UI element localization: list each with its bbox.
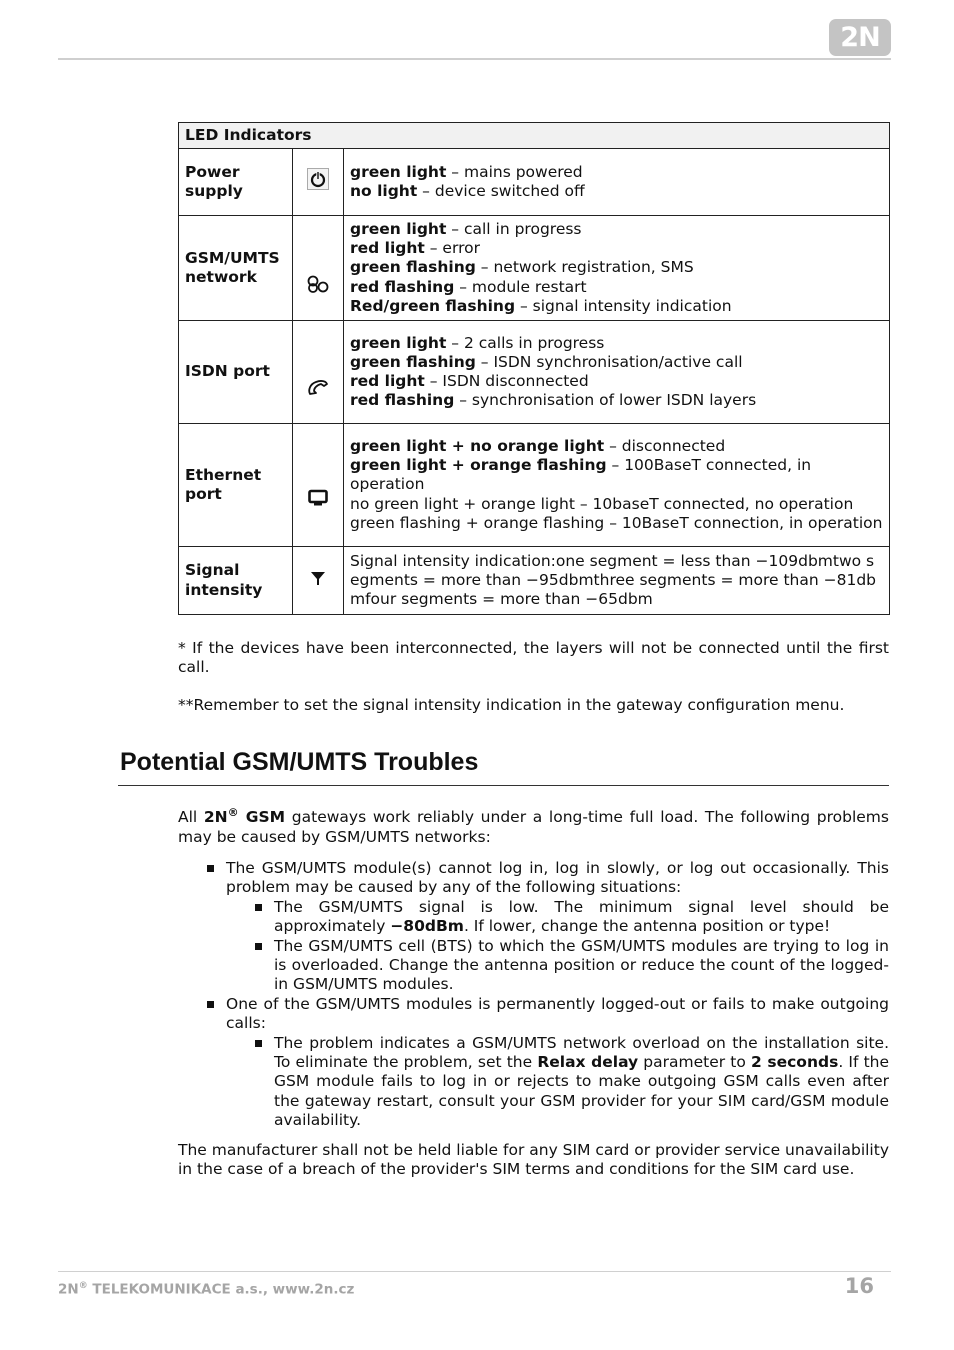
table-caption-row xyxy=(179,123,890,149)
list-item: The GSM/UMTS signal is low. The minimum signal level should be approximately −80dBm. If lower, change the antenna position or type! xyxy=(274,897,889,936)
table-row xyxy=(179,424,890,547)
power-icon xyxy=(293,149,344,216)
isdn-phone-icon xyxy=(293,321,344,424)
footnote-interconnection: * If the devices have been interconnected, the layers will not be connected until the first call. xyxy=(178,639,889,677)
list-item: One of the GSM/UMTS modules is permanently logged-out or fails to make outgoing calls: The problem indicates a GSM/UMTS network overload on the installation site. To eliminate the problem, set the Relax delay parameter to 2 seconds. If the GSM module fails to log in or rejects to make outgoing GSM calls even after the gateway restart, consult your GSM provider for your SIM card/GSM module availability. xyxy=(226,994,890,1130)
section-heading: Potential GSM/UMTS Troubles xyxy=(120,748,479,776)
indicator-description: green light – mains powered no light – device switched off xyxy=(344,149,890,216)
indicator-name: Power supply xyxy=(179,149,293,216)
sub-list xyxy=(226,898,889,995)
gsm-network-icon xyxy=(293,216,344,321)
led-indicators-table xyxy=(178,122,890,615)
header-divider xyxy=(58,58,891,60)
company-logo: 2N xyxy=(829,19,891,56)
footer-divider xyxy=(58,1271,891,1272)
liability-disclaimer: The manufacturer shall not be held liable for any SIM card or provider service unavailability in the case of a breach of the provider's SIM terms and conditions for the SIM card use. xyxy=(178,1141,889,1179)
indicator-name: Signal intensity xyxy=(179,547,293,615)
troubles-list xyxy=(226,859,889,1131)
table-row xyxy=(179,547,890,615)
indicator-description: green light + no orange light – disconnected green light + orange flashing – 100BaseT connected, in operation no green light + orange light – 10baseT connected, no operation green flashing + orange flashing – 10BaseT connection, in operation xyxy=(344,424,890,547)
footnote-signal-config: **Remember to set the signal intensity indication in the gateway configuration menu. xyxy=(178,696,845,714)
indicator-description: Signal intensity indication:one segment = less than −109dbmtwo segments = more than −95dbmthree segments = more than −81dbmfour segments = more than −65dbm xyxy=(344,547,890,615)
section-intro: All 2N® GSM gateways work reliably under a long-time full load. The following problems may be caused by GSM/UMTS networks: xyxy=(178,806,889,846)
table-row xyxy=(179,216,890,321)
indicator-name: GSM/UMTS network xyxy=(179,216,293,321)
ethernet-monitor-icon xyxy=(293,424,344,547)
antenna-icon xyxy=(293,547,344,615)
table-row xyxy=(179,321,890,424)
list-item: The problem indicates a GSM/UMTS network overload on the installation site. To eliminate the problem, set the Relax delay parameter to 2 seconds. If the GSM module fails to log in or rejects to make outgoing GSM calls even after the gateway restart, consult your GSM provider for your SIM card/GSM module availability. xyxy=(274,1033,890,1130)
list-item: The GSM/UMTS cell (BTS) to which the GSM/UMTS modules are trying to log in is overloaded. Change the antenna position or reduce the count of the logged-in GSM/UMTS modules. xyxy=(274,936,889,994)
indicator-name: ISDN port xyxy=(179,321,293,424)
section-heading-underline xyxy=(118,785,889,786)
footer-company: 2N® TELEKOMUNIKACE a.s., www.2n.cz xyxy=(58,1281,355,1298)
indicator-description: green light – call in progress red light – error green flashing – network registration, SMS red flashing – module restart Red/green flashing – signal intensity indication xyxy=(344,216,890,321)
table-row xyxy=(179,149,890,216)
indicator-name: Ethernet port xyxy=(179,424,293,547)
sub-list xyxy=(226,1034,889,1131)
list-item: The GSM/UMTS module(s) cannot log in, log in slowly, or log out occasionally. This problem may be caused by any of the following situations: The GSM/UMTS signal is low. The minimum signal level should be approximately −80dBm. If lower, change the antenna position or type! The GSM/UMTS cell (BTS) to which the GSM/UMTS modules are trying to log in is overloaded. Change the antenna position or reduce the count of the logged-in GSM/UMTS modules. xyxy=(226,859,889,994)
indicator-description: green light – 2 calls in progress green flashing – ISDN synchronisation/active call red light – ISDN disconnected red flashing – synchronisation of lower ISDN layers xyxy=(344,321,890,424)
table-caption: LED Indicators xyxy=(179,123,890,149)
page-number: 16 xyxy=(844,1274,874,1298)
